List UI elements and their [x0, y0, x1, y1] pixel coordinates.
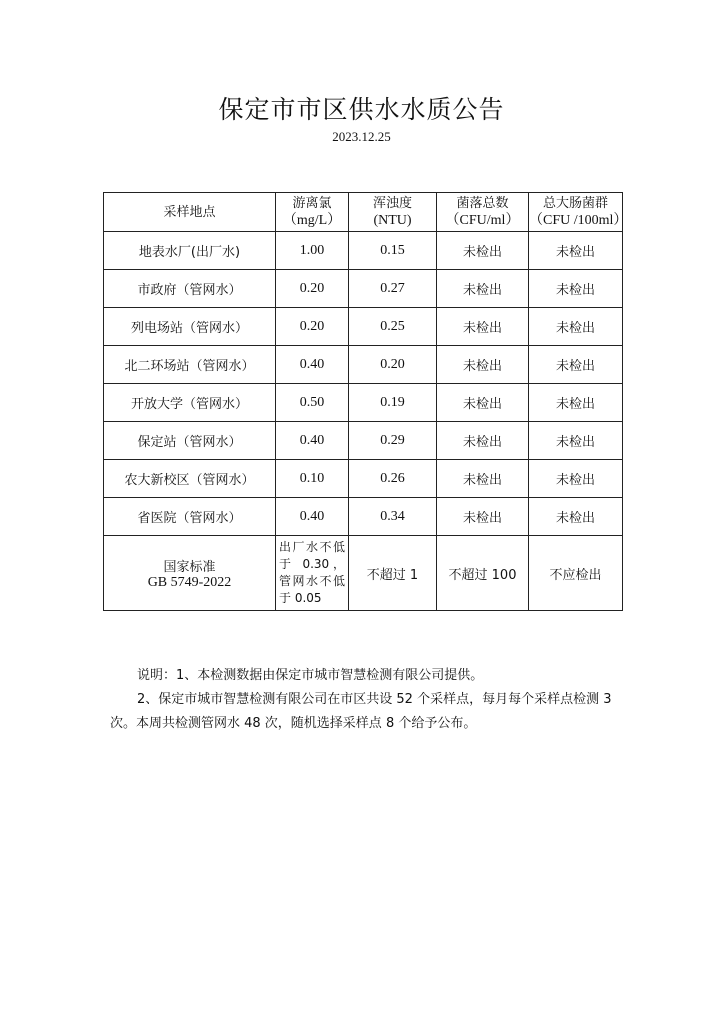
header-chlorine: 游离氯 （mg/L） [276, 193, 349, 232]
site-cell: 北二环场站（管网水） [104, 346, 276, 384]
colony-cell: 未检出 [437, 270, 529, 308]
turbidity-cell: 0.26 [349, 460, 437, 498]
standard-name-cell: 国家标准 GB 5749-2022 [104, 536, 276, 611]
coliform-cell: 未检出 [529, 498, 623, 536]
standard-turbidity-cell: 不超过 1 [349, 536, 437, 611]
chlorine-cell: 1.00 [276, 232, 349, 270]
coliform-cell: 未检出 [529, 232, 623, 270]
table-header-row [104, 193, 623, 232]
colony-cell: 未检出 [437, 384, 529, 422]
note-1: 说明：1、本检测数据由保定市城市智慧检测有限公司提供。 [137, 668, 484, 683]
colony-cell: 未检出 [437, 498, 529, 536]
header-site: 采样地点 [104, 193, 276, 232]
site-cell: 农大新校区（管网水） [104, 460, 276, 498]
table-row [104, 308, 623, 346]
water-quality-table [103, 192, 628, 611]
turbidity-cell: 0.34 [349, 498, 437, 536]
turbidity-cell: 0.27 [349, 270, 437, 308]
site-cell: 地表水厂(出厂水) [104, 232, 276, 270]
table-row [104, 270, 623, 308]
coliform-cell: 未检出 [529, 270, 623, 308]
standard-coliform-cell: 不应检出 [529, 536, 623, 611]
turbidity-cell: 0.20 [349, 346, 437, 384]
coliform-cell: 未检出 [529, 460, 623, 498]
note-2: 2、保定市城市智慧检测有限公司在市区共设 52 个采样点，每月每个采样点检测 3 次。本周共检测管网水 48 次，随机选择采样点 8 个给予公布。 [110, 692, 612, 731]
colony-cell: 未检出 [437, 422, 529, 460]
site-cell: 保定站（管网水） [104, 422, 276, 460]
site-cell: 开放大学（管网水） [104, 384, 276, 422]
table-row [104, 346, 623, 384]
turbidity-cell: 0.25 [349, 308, 437, 346]
chlorine-cell: 0.20 [276, 270, 349, 308]
coliform-cell: 未检出 [529, 384, 623, 422]
header-colony: 菌落总数 （CFU/ml） [437, 193, 529, 232]
table-row [104, 422, 623, 460]
turbidity-cell: 0.15 [349, 232, 437, 270]
chlorine-cell: 0.40 [276, 422, 349, 460]
chlorine-cell: 0.40 [276, 498, 349, 536]
chlorine-cell: 0.50 [276, 384, 349, 422]
table-row [104, 232, 623, 270]
turbidity-cell: 0.19 [349, 384, 437, 422]
table-row [104, 498, 623, 536]
chlorine-cell: 0.40 [276, 346, 349, 384]
coliform-cell: 未检出 [529, 308, 623, 346]
site-cell: 列电场站（管网水） [104, 308, 276, 346]
site-cell: 省医院（管网水） [104, 498, 276, 536]
table-row [104, 384, 623, 422]
colony-cell: 未检出 [437, 308, 529, 346]
coliform-cell: 未检出 [529, 346, 623, 384]
page-title: 保定市市区供水水质公告 [218, 95, 505, 124]
standard-chlorine-cell: 出厂水不低于 0.30，管网水不低于 0.05 [276, 536, 349, 611]
chlorine-cell: 0.20 [276, 308, 349, 346]
turbidity-cell: 0.29 [349, 422, 437, 460]
header-turbidity: 浑浊度 (NTU) [349, 193, 437, 232]
publish-date: 2023.12.25 [332, 129, 391, 144]
colony-cell: 未检出 [437, 460, 529, 498]
standard-colony-cell: 不超过 100 [437, 536, 529, 611]
table-row [104, 460, 623, 498]
site-cell: 市政府（管网水） [104, 270, 276, 308]
header-coliform: 总大肠菌群 （CFU /100ml） [529, 193, 623, 232]
colony-cell: 未检出 [437, 346, 529, 384]
coliform-cell: 未检出 [529, 422, 623, 460]
colony-cell: 未检出 [437, 232, 529, 270]
standard-row [104, 536, 623, 611]
chlorine-cell: 0.10 [276, 460, 349, 498]
